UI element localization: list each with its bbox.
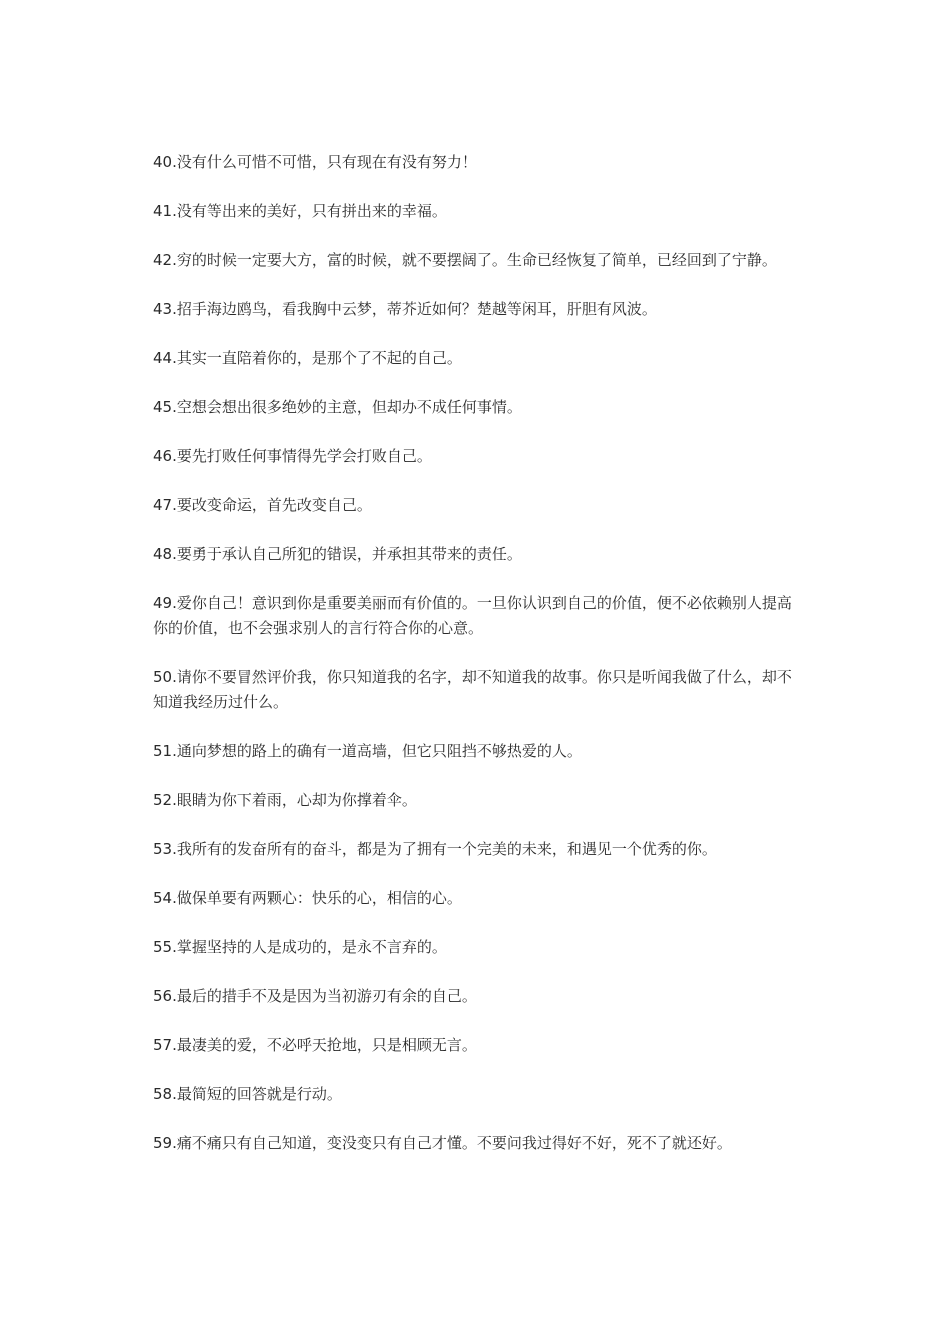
list-item: 45.空想会想出很多绝妙的主意，但却办不成任何事情。 xyxy=(153,398,522,416)
list-item: 40.没有什么可惜不可惜，只有现在有没有努力！ xyxy=(153,153,477,171)
list-item: 48.要勇于承认自己所犯的错误，并承担其带来的责任。 xyxy=(153,545,522,563)
list-item: 57.最凄美的爱，不必呼天抢地，只是相顾无言。 xyxy=(153,1036,477,1054)
quote-list xyxy=(153,150,798,1180)
list-item: 59.痛不痛只有自己知道，变没变只有自己才懂。不要问我过得好不好，死不了就还好。 xyxy=(153,1134,732,1152)
list-item: 41.没有等出来的美好，只有拼出来的幸福。 xyxy=(153,202,447,220)
list-item: 53.我所有的发奋所有的奋斗，都是为了拥有一个完美的未来，和遇见一个优秀的你。 xyxy=(153,840,717,858)
list-item: 51.通向梦想的路上的确有一道高墙，但它只阻挡不够热爱的人。 xyxy=(153,742,582,760)
list-item: 52.眼睛为你下着雨，心却为你撑着伞。 xyxy=(153,791,417,809)
list-item: 43.招手海边鸥鸟，看我胸中云梦，蒂芥近如何？楚越等闲耳，肝胆有风波。 xyxy=(153,300,657,318)
list-item: 50.请你不要冒然评价我，你只知道我的名字，却不知道我的故事。你只是听闻我做了什么，却不知道我经历过什么。 xyxy=(153,668,792,711)
list-item: 47.要改变命运，首先改变自己。 xyxy=(153,496,372,514)
list-item: 46.要先打败任何事情得先学会打败自己。 xyxy=(153,447,432,465)
list-item: 49.爱你自己！意识到你是重要美丽而有价值的。一旦你认识到自己的价值，便不必依赖别人提高你的价值，也不会强求别人的言行符合你的心意。 xyxy=(153,594,792,637)
list-item: 44.其实一直陪着你的，是那个了不起的自己。 xyxy=(153,349,462,367)
list-item: 54.做保单要有两颗心：快乐的心，相信的心。 xyxy=(153,889,462,907)
list-item: 55.掌握坚持的人是成功的，是永不言弃的。 xyxy=(153,938,447,956)
list-item: 58.最简短的回答就是行动。 xyxy=(153,1085,342,1103)
list-item: 42.穷的时候一定要大方，富的时候，就不要摆阔了。生命已经恢复了简单，已经回到了宁静。 xyxy=(153,251,777,269)
list-item: 56.最后的措手不及是因为当初游刃有余的自己。 xyxy=(153,987,477,1005)
